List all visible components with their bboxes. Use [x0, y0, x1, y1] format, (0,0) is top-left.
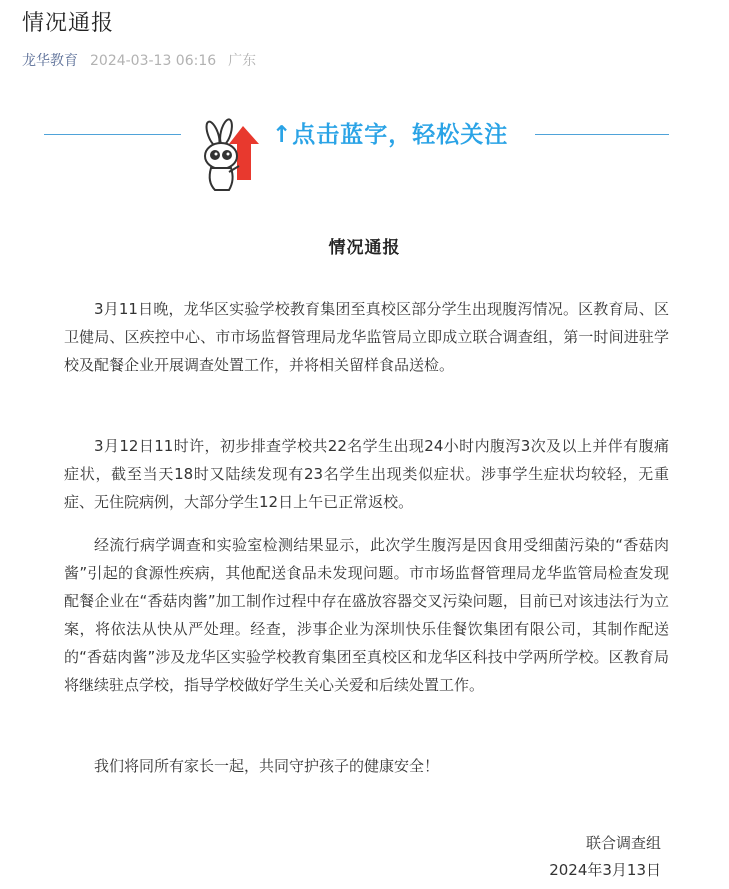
paragraph-3: 经流行病学调查和实验室检测结果显示，此次学生腹泻是因食用受细菌污染的“香菇肉酱”引起的食源性疾病，其他配送食品未发现问题。市市场监督管理局龙华监管局检查发现配餐企业在“香菇肉酱”加工制作过程中存在盛放容器交叉污染问题，目前已对该违法行为立案，将依法从快从严处理。经查，涉事企业为深圳快乐佳餐饮集团有限公司，其制作配送的“香菇肉酱”涉及龙华区实验学校教育集团至真校区和龙华区科技中学两所学校。区教育局将继续驻点学校，指导学校做好学生关心关爱和后续处置工作。: [64, 536, 669, 694]
publish-datetime: 2024-03-13 06:16: [90, 53, 217, 69]
publish-location: 广东: [228, 53, 257, 69]
rabbit-mascot-icon: [193, 114, 275, 196]
banner-divider-right: [535, 134, 669, 135]
author-link[interactable]: 龙华教育: [22, 53, 78, 69]
notice-heading: 情况通报: [328, 238, 401, 258]
follow-banner[interactable]: [0, 110, 729, 200]
paragraph-2: 3月12日11时许，初步排查学校共22名学生出现24小时内腹泻3次及以上并伴有腹痛症状，截至当天18时又陆续发现有23名学生出现类似症状。涉事学生症状均较轻，无重症、无住院病例，大部分学生12日上午已正常返校。: [64, 437, 669, 511]
follow-slogan: ↑点击蓝字，轻松关注: [272, 122, 509, 148]
paragraph-1: 3月11日晚，龙华区实验学校教育集团至真校区部分学生出现腹泻情况。区教育局、区卫健局、区疾控中心、市市场监督管理局龙华监管局立即成立联合调查组，第一时间进驻学校及配餐企业开展调查处置工作，并将相关留样食品送检。: [64, 300, 669, 374]
banner-divider-left: [44, 134, 181, 135]
signature-date: 2024年3月13日: [549, 861, 661, 879]
article-title: 情况通报: [22, 11, 115, 36]
paragraph-4: 我们将同所有家长一起，共同守护孩子的健康安全！: [94, 757, 440, 775]
signature-org: 联合调查组: [585, 834, 661, 852]
article-meta: [22, 53, 256, 69]
